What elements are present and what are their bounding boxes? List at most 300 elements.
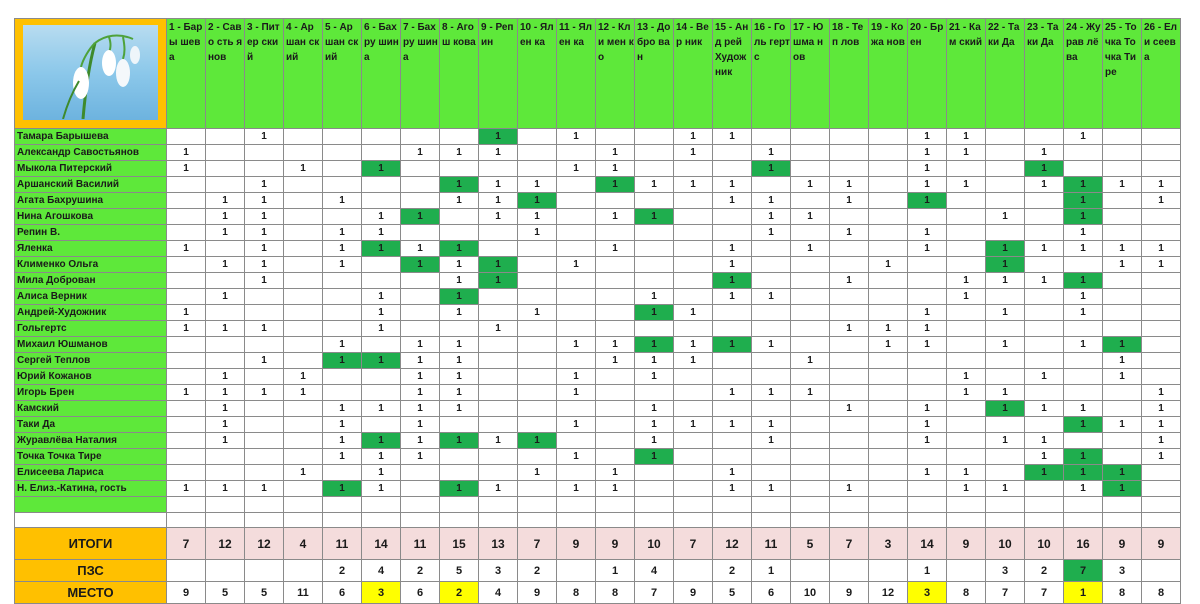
vote-cell	[401, 289, 440, 305]
vote-cell	[284, 241, 323, 257]
vote-cell	[1103, 145, 1142, 161]
vote-cell: 1	[206, 225, 245, 241]
vote-cell: 1	[791, 385, 830, 401]
vote-cell	[1025, 337, 1064, 353]
vote-cell	[791, 417, 830, 433]
highlighted-vote-cell: 1	[362, 353, 401, 369]
vote-cell	[440, 449, 479, 465]
vote-cell	[791, 257, 830, 273]
header-picture	[15, 19, 167, 129]
vote-cell: 1	[713, 385, 752, 401]
place-value: 8	[947, 582, 986, 604]
vote-cell	[362, 129, 401, 145]
vote-cell	[635, 481, 674, 497]
vote-cell: 1	[401, 433, 440, 449]
pzs-value: 1	[908, 560, 947, 582]
vote-cell: 1	[986, 481, 1025, 497]
vote-cell	[986, 177, 1025, 193]
vote-cell: 1	[713, 129, 752, 145]
vote-cell: 1	[947, 129, 986, 145]
vote-cell: 1	[596, 241, 635, 257]
total-value: 10	[986, 528, 1025, 560]
vote-cell	[245, 449, 284, 465]
vote-cell	[323, 273, 362, 289]
vote-cell: 1	[908, 465, 947, 481]
vote-cell	[1103, 401, 1142, 417]
highlighted-vote-cell: 1	[908, 193, 947, 209]
total-value: 11	[323, 528, 362, 560]
vote-cell: 1	[1142, 401, 1181, 417]
vote-cell	[674, 433, 713, 449]
vote-cell	[1142, 369, 1181, 385]
vote-cell: 1	[908, 337, 947, 353]
vote-cell: 1	[752, 225, 791, 241]
vote-cell	[674, 465, 713, 481]
vote-cell	[206, 161, 245, 177]
table-row	[15, 337, 1181, 353]
table-row	[15, 241, 1181, 257]
vote-cell: 1	[635, 401, 674, 417]
vote-cell	[869, 193, 908, 209]
vote-cell	[596, 401, 635, 417]
vote-cell	[791, 449, 830, 465]
highlighted-vote-cell: 1	[1103, 337, 1142, 353]
table-row	[15, 289, 1181, 305]
vote-cell: 1	[869, 337, 908, 353]
vote-cell	[440, 161, 479, 177]
vote-cell	[1103, 129, 1142, 145]
vote-cell: 1	[557, 417, 596, 433]
pzs-value: 7	[1064, 560, 1103, 582]
vote-cell	[323, 129, 362, 145]
vote-cell	[635, 241, 674, 257]
vote-cell: 1	[1064, 481, 1103, 497]
vote-cell: 1	[167, 305, 206, 321]
vote-cell: 1	[1064, 337, 1103, 353]
vote-cell: 1	[752, 145, 791, 161]
highlighted-vote-cell: 1	[362, 433, 401, 449]
vote-cell: 1	[947, 481, 986, 497]
vote-cell	[596, 305, 635, 321]
highlighted-vote-cell: 1	[362, 161, 401, 177]
vote-cell	[908, 209, 947, 225]
vote-cell: 1	[479, 209, 518, 225]
vote-cell: 1	[752, 417, 791, 433]
vote-cell: 1	[401, 401, 440, 417]
vote-cell	[752, 449, 791, 465]
vote-cell	[284, 481, 323, 497]
vote-cell: 1	[167, 321, 206, 337]
vote-cell: 1	[1064, 289, 1103, 305]
vote-cell	[479, 241, 518, 257]
vote-cell	[284, 225, 323, 241]
vote-cell: 1	[752, 433, 791, 449]
pzs-value: 3	[1103, 560, 1142, 582]
vote-cell: 1	[518, 209, 557, 225]
vote-cell: 1	[479, 193, 518, 209]
vote-cell	[557, 305, 596, 321]
vote-cell	[1103, 449, 1142, 465]
vote-cell: 1	[1025, 433, 1064, 449]
vote-cell	[713, 145, 752, 161]
highlighted-vote-cell: 1	[986, 241, 1025, 257]
vote-cell: 1	[479, 321, 518, 337]
vote-cell: 1	[908, 305, 947, 321]
column-header: 18 - Теп лов	[830, 19, 869, 129]
vote-cell	[245, 369, 284, 385]
vote-cell	[1064, 353, 1103, 369]
vote-cell	[1103, 161, 1142, 177]
vote-cell	[947, 337, 986, 353]
vote-cell: 1	[323, 257, 362, 273]
vote-cell	[479, 385, 518, 401]
pzs-value: 1	[596, 560, 635, 582]
vote-cell: 1	[440, 401, 479, 417]
vote-cell: 1	[518, 465, 557, 481]
pzs-value: 1	[752, 560, 791, 582]
vote-cell	[713, 353, 752, 369]
vote-cell: 1	[440, 337, 479, 353]
vote-cell: 1	[206, 385, 245, 401]
vote-cell: 1	[518, 225, 557, 241]
participant-name: Александр Савостьянов	[15, 145, 167, 161]
pzs-value: 4	[362, 560, 401, 582]
vote-cell	[518, 385, 557, 401]
column-header: 17 - Юшма нов	[791, 19, 830, 129]
vote-cell: 1	[557, 257, 596, 273]
vote-cell	[1142, 465, 1181, 481]
vote-cell	[1142, 305, 1181, 321]
table-row	[15, 465, 1181, 481]
pzs-value	[791, 560, 830, 582]
pzs-value: 3	[479, 560, 518, 582]
vote-cell: 1	[635, 417, 674, 433]
vote-cell: 1	[596, 145, 635, 161]
vote-cell	[830, 305, 869, 321]
vote-cell: 1	[596, 209, 635, 225]
vote-cell: 1	[1103, 417, 1142, 433]
vote-cell	[596, 225, 635, 241]
vote-cell	[1064, 257, 1103, 273]
vote-cell	[869, 273, 908, 289]
vote-cell	[596, 417, 635, 433]
vote-cell	[401, 193, 440, 209]
vote-cell: 1	[557, 129, 596, 145]
total-value: 9	[596, 528, 635, 560]
vote-cell: 1	[206, 401, 245, 417]
vote-cell	[752, 353, 791, 369]
vote-cell: 1	[596, 161, 635, 177]
vote-cell	[635, 193, 674, 209]
vote-cell	[752, 401, 791, 417]
vote-cell: 1	[791, 241, 830, 257]
participant-name: Нина Агошкова	[15, 209, 167, 225]
highlighted-vote-cell: 1	[635, 209, 674, 225]
column-header: 5 - Аршан ский	[323, 19, 362, 129]
column-header: 19 - Кожа нов	[869, 19, 908, 129]
vote-cell: 1	[908, 321, 947, 337]
vote-cell	[713, 305, 752, 321]
table-row	[15, 353, 1181, 369]
column-header: 9 - Репин	[479, 19, 518, 129]
vote-cell	[830, 369, 869, 385]
vote-cell	[1025, 225, 1064, 241]
total-value: 12	[206, 528, 245, 560]
table-row	[15, 321, 1181, 337]
total-value: 7	[167, 528, 206, 560]
vote-cell: 1	[869, 321, 908, 337]
vote-cell	[1142, 273, 1181, 289]
vote-cell	[557, 465, 596, 481]
vote-cell	[830, 337, 869, 353]
pzs-value	[284, 560, 323, 582]
participant-name: Михаил Юшманов	[15, 337, 167, 353]
total-value: 12	[245, 528, 284, 560]
vote-cell	[986, 161, 1025, 177]
table-row	[15, 209, 1181, 225]
participant-name: Тамара Барышева	[15, 129, 167, 145]
highlighted-vote-cell: 1	[479, 257, 518, 273]
vote-cell	[1025, 321, 1064, 337]
vote-cell: 1	[479, 177, 518, 193]
vote-cell: 1	[986, 209, 1025, 225]
vote-cell	[674, 449, 713, 465]
vote-cell: 1	[440, 145, 479, 161]
vote-cell	[557, 225, 596, 241]
place-value: 11	[284, 582, 323, 604]
vote-cell	[635, 385, 674, 401]
vote-cell: 1	[479, 433, 518, 449]
vote-cell	[830, 289, 869, 305]
vote-cell: 1	[908, 433, 947, 449]
vote-cell	[869, 177, 908, 193]
table-row	[15, 177, 1181, 193]
vote-cell	[635, 145, 674, 161]
vote-cell: 1	[167, 161, 206, 177]
vote-cell	[206, 449, 245, 465]
snowdrop-icon	[23, 25, 157, 119]
vote-cell	[167, 257, 206, 273]
vote-cell	[557, 433, 596, 449]
vote-cell	[830, 465, 869, 481]
vote-cell: 1	[674, 129, 713, 145]
vote-cell: 1	[674, 337, 713, 353]
column-header: 6 - Бахру шина	[362, 19, 401, 129]
voting-table	[14, 18, 1181, 604]
vote-cell: 1	[1064, 129, 1103, 145]
vote-cell: 1	[986, 385, 1025, 401]
highlighted-vote-cell: 1	[1025, 161, 1064, 177]
vote-cell	[908, 369, 947, 385]
vote-cell	[752, 129, 791, 145]
vote-cell	[1025, 481, 1064, 497]
pzs-value: 5	[440, 560, 479, 582]
place-value: 7	[1025, 582, 1064, 604]
total-value: 5	[791, 528, 830, 560]
vote-cell	[869, 289, 908, 305]
vote-cell	[323, 177, 362, 193]
vote-cell	[713, 369, 752, 385]
vote-cell	[1064, 321, 1103, 337]
place-value: 9	[674, 582, 713, 604]
vote-cell	[947, 209, 986, 225]
vote-cell	[167, 465, 206, 481]
vote-cell: 1	[362, 449, 401, 465]
vote-cell: 1	[557, 449, 596, 465]
vote-cell	[596, 289, 635, 305]
vote-cell	[635, 465, 674, 481]
vote-cell	[362, 193, 401, 209]
vote-cell: 1	[362, 481, 401, 497]
vote-cell	[518, 481, 557, 497]
vote-cell	[518, 449, 557, 465]
pzs-value: 4	[635, 560, 674, 582]
vote-cell	[206, 241, 245, 257]
vote-cell	[791, 369, 830, 385]
vote-cell	[479, 465, 518, 481]
vote-cell: 1	[752, 289, 791, 305]
vote-cell	[596, 449, 635, 465]
vote-cell	[206, 305, 245, 321]
vote-cell	[1142, 161, 1181, 177]
place-value: 2	[440, 582, 479, 604]
highlighted-vote-cell: 1	[479, 129, 518, 145]
table-row	[15, 129, 1181, 145]
vote-cell	[479, 337, 518, 353]
vote-cell: 1	[362, 321, 401, 337]
vote-cell	[557, 401, 596, 417]
vote-cell	[635, 129, 674, 145]
vote-cell: 1	[1103, 241, 1142, 257]
vote-cell: 1	[830, 321, 869, 337]
vote-cell	[440, 129, 479, 145]
vote-cell	[284, 289, 323, 305]
vote-cell	[167, 369, 206, 385]
vote-cell: 1	[1025, 241, 1064, 257]
vote-cell: 1	[830, 225, 869, 241]
vote-cell	[401, 481, 440, 497]
vote-cell	[791, 433, 830, 449]
vote-cell	[1142, 209, 1181, 225]
place-value: 3	[908, 582, 947, 604]
vote-cell: 1	[323, 241, 362, 257]
vote-cell	[908, 481, 947, 497]
vote-cell: 1	[557, 161, 596, 177]
vote-cell: 1	[986, 273, 1025, 289]
vote-cell	[518, 257, 557, 273]
vote-cell: 1	[908, 225, 947, 241]
vote-cell	[167, 209, 206, 225]
vote-cell	[1142, 289, 1181, 305]
participant-name: Мила Доброван	[15, 273, 167, 289]
vote-cell: 1	[1142, 257, 1181, 273]
total-value: 13	[479, 528, 518, 560]
vote-cell	[1142, 481, 1181, 497]
vote-cell	[908, 353, 947, 369]
vote-cell	[440, 417, 479, 433]
vote-cell	[674, 241, 713, 257]
vote-cell	[986, 465, 1025, 481]
vote-cell	[752, 177, 791, 193]
place-value: 8	[1103, 582, 1142, 604]
place-label: МЕСТО	[15, 582, 167, 604]
vote-cell: 1	[674, 417, 713, 433]
vote-cell: 1	[206, 321, 245, 337]
vote-cell	[674, 209, 713, 225]
vote-cell: 1	[206, 289, 245, 305]
vote-cell: 1	[791, 209, 830, 225]
vote-cell	[869, 433, 908, 449]
vote-cell	[674, 369, 713, 385]
pzs-value	[947, 560, 986, 582]
vote-cell	[791, 225, 830, 241]
vote-cell	[245, 145, 284, 161]
vote-cell: 1	[206, 209, 245, 225]
pzs-value	[674, 560, 713, 582]
total-value: 7	[518, 528, 557, 560]
vote-cell	[284, 305, 323, 321]
vote-cell	[830, 417, 869, 433]
table-row	[15, 417, 1181, 433]
place-value: 1	[1064, 582, 1103, 604]
vote-cell	[401, 465, 440, 481]
place-value: 7	[635, 582, 674, 604]
vote-cell	[1103, 209, 1142, 225]
vote-cell	[245, 465, 284, 481]
vote-cell: 1	[1103, 353, 1142, 369]
vote-cell	[557, 193, 596, 209]
vote-cell: 1	[1103, 177, 1142, 193]
vote-cell	[596, 433, 635, 449]
vote-cell	[908, 385, 947, 401]
vote-cell	[284, 353, 323, 369]
vote-cell	[791, 289, 830, 305]
vote-cell	[1142, 225, 1181, 241]
vote-cell: 1	[245, 193, 284, 209]
vote-cell	[869, 305, 908, 321]
highlighted-vote-cell: 1	[596, 177, 635, 193]
vote-cell	[596, 129, 635, 145]
vote-cell	[167, 353, 206, 369]
participant-name: Андрей-Художник	[15, 305, 167, 321]
vote-cell	[713, 449, 752, 465]
vote-cell: 1	[401, 385, 440, 401]
vote-cell	[362, 337, 401, 353]
vote-cell: 1	[986, 305, 1025, 321]
vote-cell	[362, 417, 401, 433]
vote-cell	[518, 337, 557, 353]
highlighted-vote-cell: 1	[635, 305, 674, 321]
participant-name: Агата Бахрушина	[15, 193, 167, 209]
participant-name: Юрий Кожанов	[15, 369, 167, 385]
vote-cell	[323, 289, 362, 305]
vote-cell: 1	[284, 465, 323, 481]
vote-cell	[440, 321, 479, 337]
highlighted-vote-cell: 1	[1064, 209, 1103, 225]
participant-name: Таки Да	[15, 417, 167, 433]
vote-cell	[245, 305, 284, 321]
vote-cell	[1103, 225, 1142, 241]
vote-cell: 1	[947, 465, 986, 481]
vote-cell	[947, 401, 986, 417]
column-header: 13 - Добро ван	[635, 19, 674, 129]
place-value: 12	[869, 582, 908, 604]
vote-cell: 1	[557, 481, 596, 497]
column-header: 20 - Брен	[908, 19, 947, 129]
highlighted-vote-cell: 1	[440, 241, 479, 257]
column-header: 7 - Бахру шина	[401, 19, 440, 129]
vote-cell: 1	[440, 353, 479, 369]
